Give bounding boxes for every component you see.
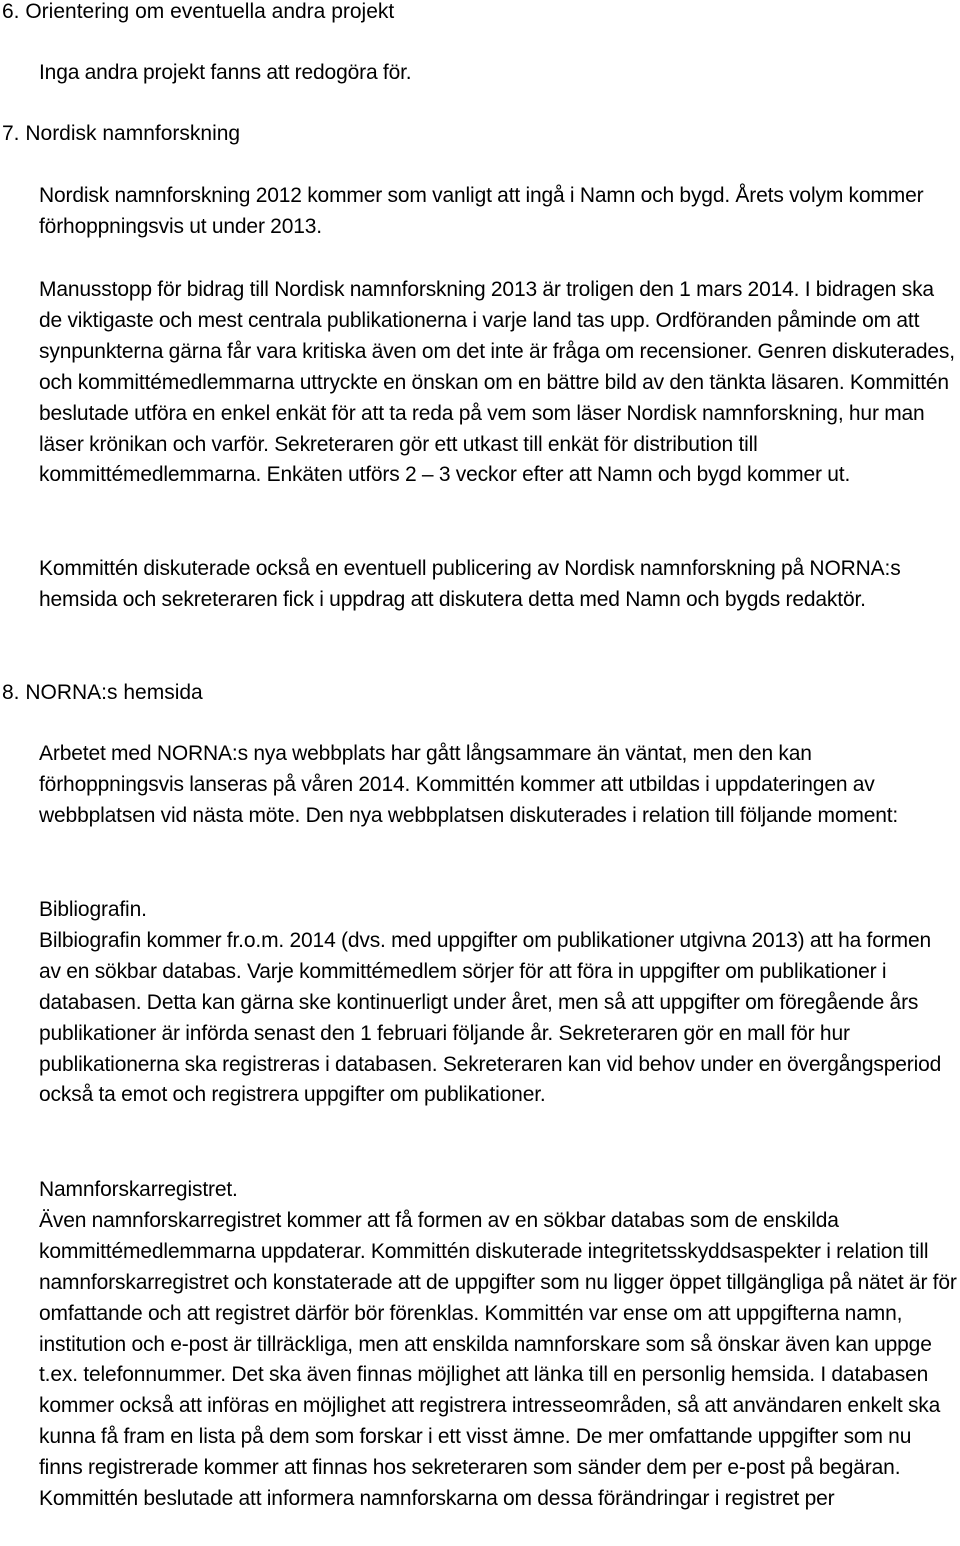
bibliografin-title: Bibliografin. <box>39 898 147 921</box>
paragraph-manusstopp: Manusstopp för bidrag till Nordisk namnforskning 2013 är troligen den 1 mars 2014. I bidragen ska de viktigaste och mest centrala publikationerna i varje land tas upp. Ordföranden påminde om att synpunkterna gärna får vara kritiska även om det inte är fråga om recensioner. Genren diskuterades, och kommittémedlemmarna uttryckte en önskan om en bättre bild av den tänkta läsaren. Kommittén beslutade utföra en enkel enkät för att ta reda på vem som läser Nordisk namnforskning, hur man läser krönikan och varför. Sekreteraren gör ett utkast till enkät för distribution till kommittémedlemmarna. Enkäten utförs 2 – 3 veckor efter att Namn och bygd kommer ut. <box>39 278 955 487</box>
paragraph-bibliografin <box>39 895 957 1111</box>
section-7-heading: 7. Nordisk namnforskning <box>2 122 241 145</box>
section-8-heading: 8. NORNA:s hemsida <box>2 681 203 704</box>
paragraph-publicering-hemsida: Kommittén diskuterade också en eventuell publicering av Nordisk namnforskning på NORNA:s hemsida och sekreteraren fick i uppdrag att diskutera detta med Namn och bygds redaktör. <box>39 557 901 611</box>
paragraph-namnforskarregistret <box>39 1175 957 1515</box>
bibliografin-body: Bilbiografin kommer fr.o.m. 2014 (dvs. med uppgifter om publikationer utgivna 2013) att ha formen av en sökbar databas. Varje kommittémedlem sörjer för att föra in uppgifter om publikationer i databasen. Detta kan gärna ske kontinuerligt under året, men så att uppgifter om föregående års publikationer är införda senast den 1 februari följande år. Sekreteraren gör en mall för hur publikationerna ska registreras i databasen. Sekreteraren kan vid behov under en övergångsperiod också ta emot och registrera uppgifter om publikationer. <box>39 928 942 1107</box>
section-6-heading: 6. Orientering om eventuella andra projekt <box>2 0 395 23</box>
paragraph-no-other-projects: Inga andra projekt fanns att redogöra för. <box>39 61 412 84</box>
namnforskarregistret-body: Även namnforskarregistret kommer att få formen av en sökbar databas som de enskilda kommittémedlemmarna uppdaterar. Kommittén diskuterade integritetsskyddsaspekter i relation till namnforskarregistret och konstaterade att de uppgifter som nu ligger öppet tillgängliga på nätet är för omfattande och att registret därför bör förenklas. Kommittén var ense om att uppgifterna namn, institution och e-post är tillräckliga, men att enskilda namnforskare som så önskar även kan uppge t.ex. telefonnummer. Det ska även finnas möjlighet att länka till en personlig hemsida. I databasen kommer också att införas en möjlighet att registrera intresseområden, så att användaren enkelt ska kunna få fram en lista på dem som forskar i ett visst ämne. De mer omfattande uppgifter som nu finns registrerade kommer att finnas hos sekreteraren som sänder dem per e-post på begäran. Kommittén beslutade att informera namnforskarna om dessa förändringar i registret per <box>39 1208 957 1511</box>
paragraph-nordisk-namnforskning-2012: Nordisk namnforskning 2012 kommer som vanligt att ingå i Namn och bygd. Årets volym kommer förhoppningsvis ut under 2013. <box>39 184 924 238</box>
paragraph-webbplats: Arbetet med NORNA:s nya webbplats har gått långsammare än väntat, men den kan förhoppningsvis lanseras på våren 2014. Kommittén kommer att utbildas i uppdateringen av webbplatsen vid nästa möte. Den nya webbplatsen diskuterades i relation till följande moment: <box>39 742 899 827</box>
namnforskarregistret-title: Namnforskarregistret. <box>39 1178 238 1201</box>
